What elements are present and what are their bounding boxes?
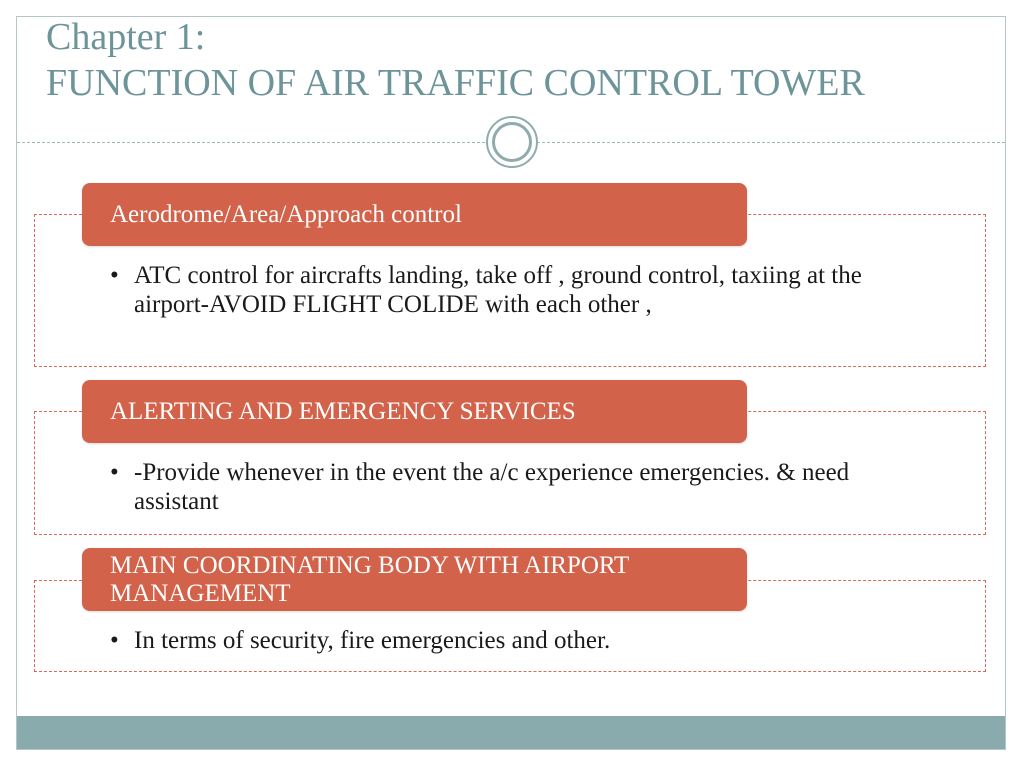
section-3-bullet: • In terms of security, fire emergencies and other. (108, 626, 868, 655)
divider-ring-inner (492, 122, 532, 162)
slide-title (46, 14, 865, 106)
title-line-1: Chapter 1: (46, 16, 206, 58)
footer-bar (17, 716, 1005, 749)
title-line-2: FUNCTION OF AIR TRAFFIC CONTROL TOWER (46, 62, 865, 104)
section-3-header-text: MAIN COORDINATING BODY WITH AIRPORT MANAGEMENT (110, 551, 629, 607)
section-1-header-text: Aerodrome/Area/Approach control (110, 200, 462, 228)
section-2-bullet: • -Provide whenever in the event the a/c experience emergencies. & need assistant (108, 458, 868, 516)
section-2-header-text: ALERTING AND EMERGENCY SERVICES (110, 397, 576, 425)
section-2-header (82, 380, 747, 443)
section-3-header (82, 548, 747, 611)
section-1-header (82, 183, 747, 246)
section-1-bullet: • ATC control for aircrafts landing, take off , ground control, taxiing at the airport-AVOID FLIGHT COLIDE with each other , (108, 261, 868, 319)
